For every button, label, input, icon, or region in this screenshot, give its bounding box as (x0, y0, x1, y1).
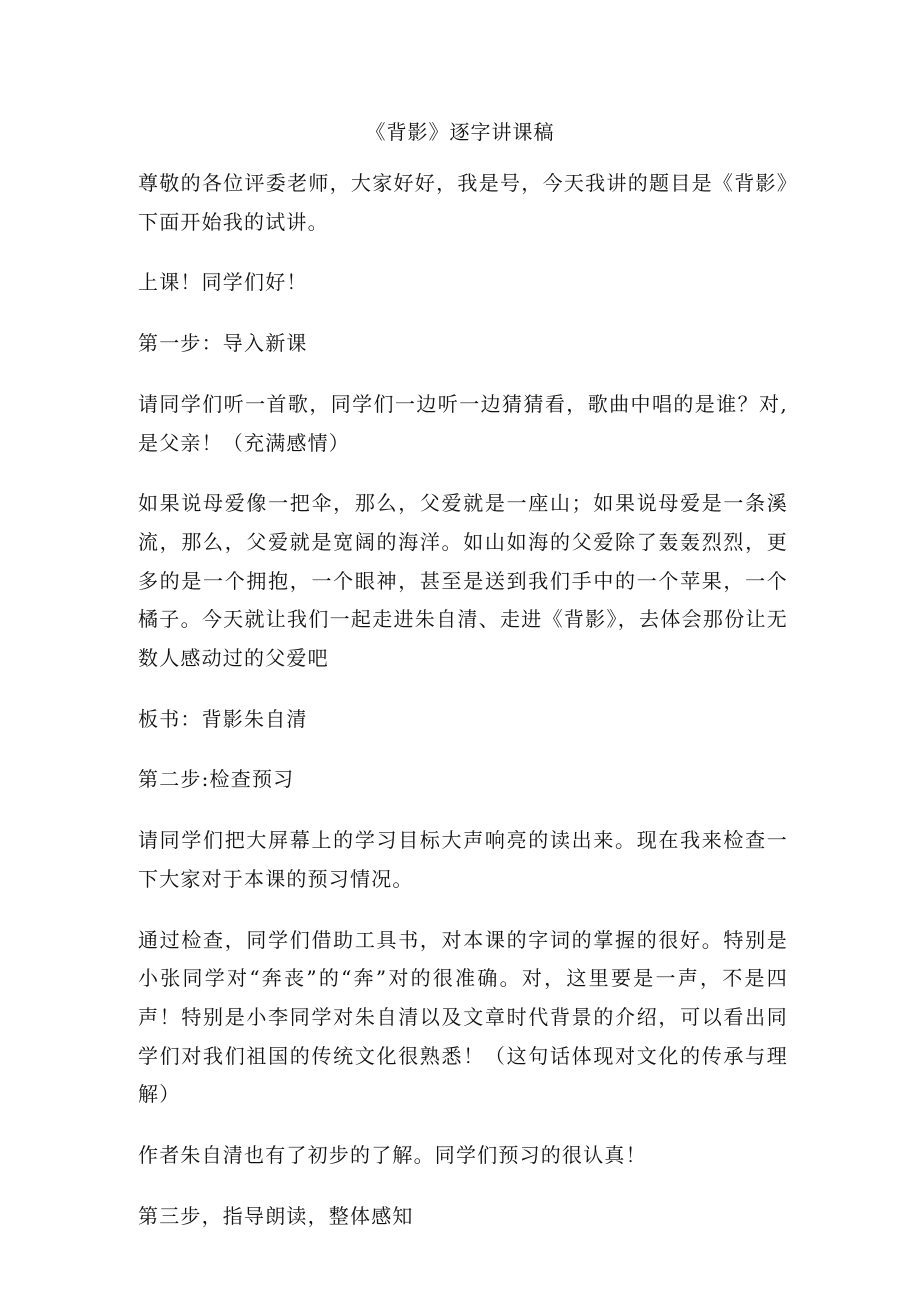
paragraph-author: 作者朱自清也有了初步的了解。同学们预习的很认真！ (138, 1143, 647, 1168)
paragraph-song: 请同学们听一首歌，同学们一边听一边猜猜看，歌曲中唱的是谁？对,是父亲！（充满感情） (138, 391, 788, 455)
document-title: 《背影》逐字讲课稿 (365, 120, 555, 144)
document-body (138, 164, 788, 1257)
paragraph-class-start: 上课！同学们好！ (138, 270, 308, 295)
heading-step-two: 第二步:检查预习 (138, 767, 295, 792)
paragraph-board-writing: 板书：背影朱自清 (138, 706, 308, 731)
heading-step-one: 第一步：导入新课 (138, 331, 308, 356)
paragraph-check-result: 通过检查，同学们借助工具书，对本课的字词的掌握的很好。特别是小张同学对“奔丧”的“奔”对的很准确。对，这里要是一声，不是四声！特别是小李同学对朱自清以及文章时代背景的介绍，可以看出同学们对我们祖国的传统文化很熟悉！（这句话体现对文化的传承与理解） (138, 927, 788, 1107)
paragraph-preview-check: 请同学们把大屏幕上的学习目标大声响亮的读出来。现在我来检查一下大家对于本课的预习情况。 (138, 828, 788, 891)
heading-step-three: 第三步，指导朗读，整体感知 (138, 1203, 414, 1228)
paragraph-fatherly-love: 如果说母爱像一把伞，那么，父爱就是一座山；如果说母爱是一条溪流，那么，父爱就是宽阔的海洋。如山如海的父爱除了轰轰烈烈，更多的是一个拥抱，一个眼神，甚至是送到我们手中的一个苹果，一个橘子。今天就让我们一起走进朱自清、走进《背影》，去体会那份让无数人感动过的父爱吧 (138, 491, 788, 671)
paragraph-greeting: 尊敬的各位评委老师，大家好好，我是号，今天我讲的题目是《背影》下面开始我的试讲。 (138, 171, 788, 234)
